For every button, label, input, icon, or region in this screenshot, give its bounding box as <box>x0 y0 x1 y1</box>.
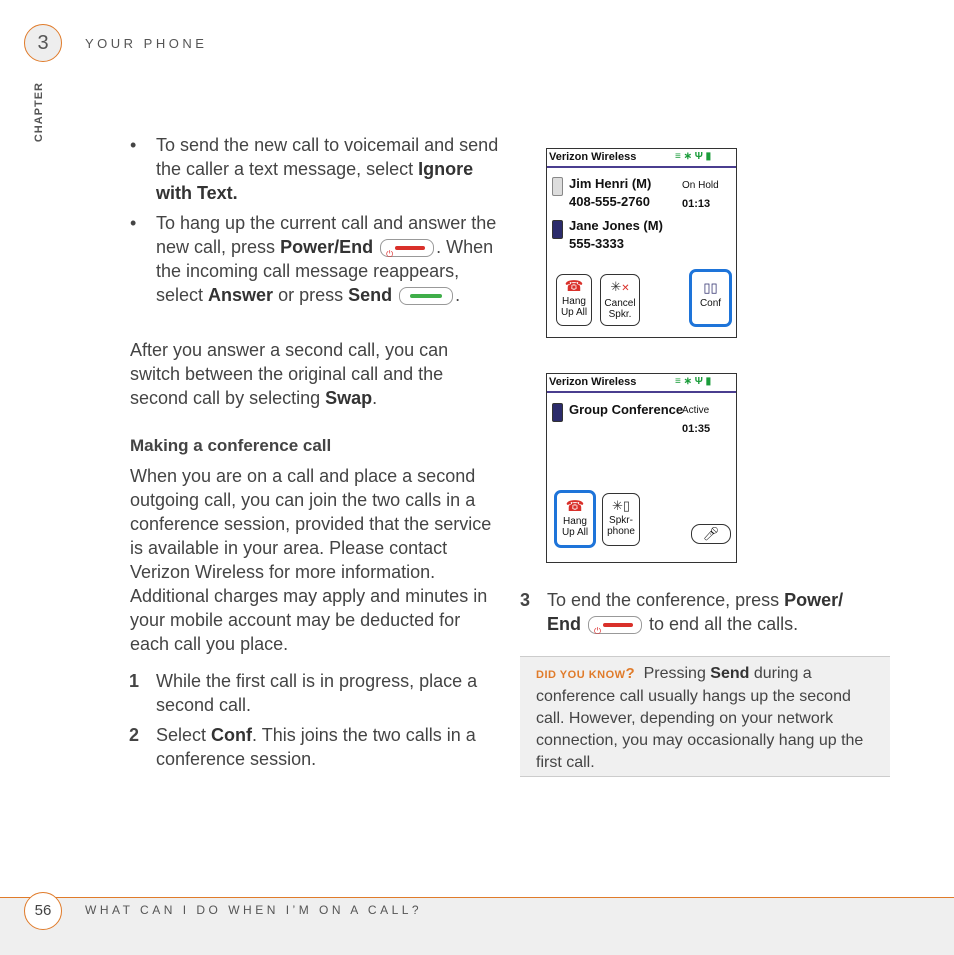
call1-timer: 01:13 <box>682 198 711 210</box>
footer-title: WHAT CAN I DO WHEN I’M ON A CALL? <box>85 903 423 917</box>
tip-text: Pressing <box>643 665 711 682</box>
hang-up-icon: ☎ <box>564 278 584 295</box>
microphone-icon: 🎤︎ <box>702 526 720 541</box>
bullet-text: To hang up the current call and answer the new call, press <box>156 213 497 257</box>
bullet-text-end: . <box>436 237 442 257</box>
power-end-key-icon: ⏻ <box>380 239 434 257</box>
cancel-speaker-button[interactable] <box>600 274 640 326</box>
conference-icon: ▯▯ <box>703 280 718 295</box>
step-1 <box>129 669 501 717</box>
tip-text-end: during a conference call usually hangs up the second call. However, depending on your network connection, you may occasionally hang up the first call. <box>536 665 864 771</box>
button-label: phone <box>607 526 635 537</box>
did-you-know-question-mark: ? <box>625 665 635 682</box>
button-label: Conf <box>699 298 722 309</box>
send-key-icon <box>399 287 453 305</box>
chapter-vertical-label: CHAPTER <box>33 82 45 143</box>
conference-name: Group Conference <box>569 402 684 417</box>
button-label: Hang <box>563 516 587 527</box>
end-label: End <box>547 614 581 634</box>
step-text: While the first call is in progress, place a second call. <box>156 671 478 715</box>
power-label: Power/ <box>784 590 844 610</box>
conference-paragraph: When you are on a call and place a second outgoing call, you can join the two calls in a conference session, provided that the service is available in your area. Please contact Verizon Wireless for more information. Additional charges may apply and minutes in your mobile account may be deducted for each call you place. <box>130 466 492 654</box>
phone-icon <box>552 220 563 239</box>
call1-status: On Hold <box>682 180 719 191</box>
step-number: 2 <box>129 725 140 745</box>
did-you-know-box <box>520 656 890 777</box>
section-heading: Making a conference call <box>130 436 332 455</box>
call1-number: 408-555-2760 <box>569 194 650 209</box>
chapter-number-badge: 3 <box>24 24 62 62</box>
bullet-text: To send the new call to voicemail and send the caller a text message, select <box>156 135 499 179</box>
phone-icon <box>552 403 563 422</box>
step-2 <box>129 723 501 771</box>
send-label: Send <box>710 665 750 682</box>
step-text: Select <box>156 725 212 745</box>
mute-button[interactable] <box>691 524 731 544</box>
step-text-end: . This joins the two calls in a conference session. <box>156 725 476 769</box>
bullet-dot: • <box>130 213 137 233</box>
button-label: Spkr. <box>608 309 632 320</box>
bullet-text-2: When the incoming call message reappears, select <box>156 237 494 305</box>
signal-status-icons: ≡ ∗ Ψ ▮ <box>675 151 712 162</box>
button-label: Cancel <box>604 298 636 309</box>
step-3 <box>520 588 882 637</box>
bullet-text-3: or press <box>273 285 344 305</box>
call1-name: Jim Henri (M) <box>569 176 652 191</box>
phone-screen-on-hold <box>546 148 737 338</box>
step-number: 3 <box>520 590 531 610</box>
title-divider <box>547 391 736 393</box>
bullet-bold-text: Ignore with Text. <box>156 159 474 203</box>
conference-status: Active <box>682 405 710 416</box>
conf-button[interactable] <box>689 269 732 327</box>
conf-label: Conf <box>211 725 253 745</box>
hang-up-all-button[interactable] <box>556 274 592 326</box>
swap-text: After you answer a second call, you can switch between the original call and the second call by selecting <box>130 340 449 408</box>
did-you-know-label: DID YOU KNOW <box>536 669 626 681</box>
swap-paragraph <box>130 338 500 410</box>
bullet-text-4: . <box>455 285 461 305</box>
speakerphone-icon: ✳▯ <box>611 498 631 513</box>
page-number: 56 <box>24 892 62 930</box>
conference-timer: 01:35 <box>682 423 711 435</box>
phone-screen-conference <box>546 373 737 563</box>
carrier-name: Verizon Wireless <box>549 376 637 388</box>
step-number: 1 <box>129 671 140 691</box>
phone-icon <box>552 177 563 196</box>
chapter-title: YOUR PHONE <box>85 36 208 51</box>
speakerphone-button[interactable] <box>602 493 640 546</box>
call2-number: 555-3333 <box>569 236 624 251</box>
button-label: Spkr- <box>609 515 633 526</box>
power-end-key-icon: ⏻ <box>588 616 642 634</box>
bullet-dot: • <box>130 135 137 155</box>
swap-text-end: . <box>372 388 378 408</box>
speaker-off-icon: ✳✕ <box>610 279 630 294</box>
call2-name: Jane Jones (M) <box>569 218 663 233</box>
title-divider <box>547 166 736 168</box>
button-label: Hang <box>562 296 586 307</box>
step-text-end: to end all the calls. <box>644 614 799 634</box>
button-label: Up All <box>561 527 589 538</box>
carrier-name: Verizon Wireless <box>549 151 637 163</box>
power-end-label: Power/End <box>280 237 374 257</box>
bullet-ignore-with-text <box>130 133 501 205</box>
button-label: Up All <box>560 307 588 318</box>
answer-label: Answer <box>208 285 274 305</box>
bullet-power-end <box>130 211 501 307</box>
step-text: To end the conference, press <box>547 590 785 610</box>
send-label: Send <box>348 285 393 305</box>
signal-status-icons: ≡ ∗ Ψ ▮ <box>675 376 712 387</box>
hang-up-all-button[interactable] <box>554 490 596 548</box>
swap-bold: Swap <box>325 388 373 408</box>
hang-up-icon: ☎ <box>565 498 585 515</box>
